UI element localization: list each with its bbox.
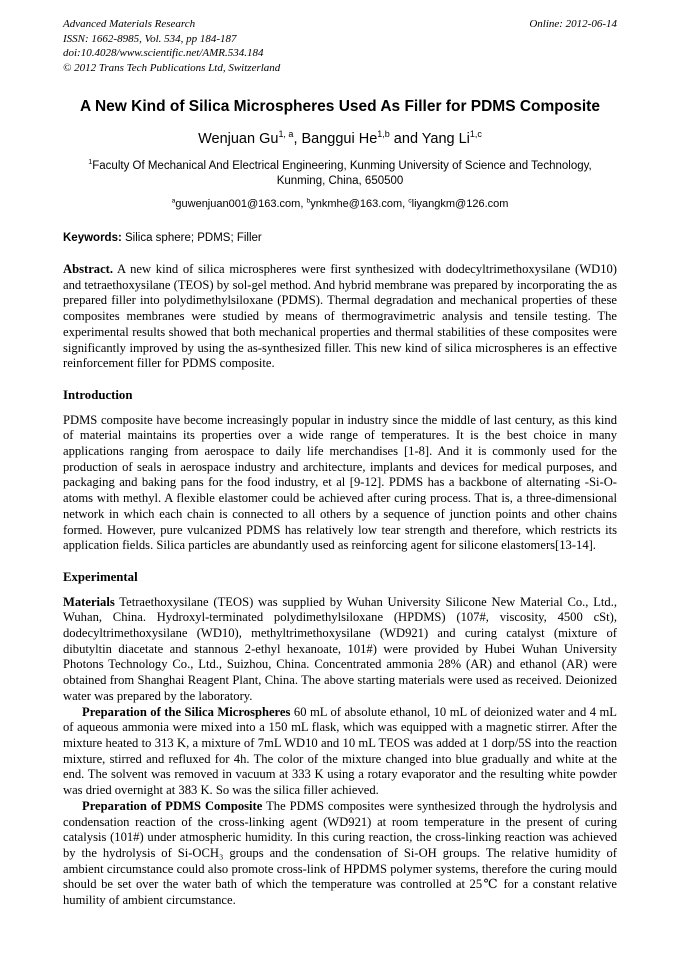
keywords-line: [63, 231, 617, 245]
section-heading-introduction: Introduction: [63, 387, 133, 402]
silica-preparation-label: Preparation of the Silica Microspheres: [82, 704, 291, 719]
pdms-preparation-paragraph: [63, 799, 617, 909]
abstract-text: A new kind of silica microspheres were first synthesized with dodecyltrimethoxysilane (WD10) and tetraethoxysilane (TEOS) by sol-gel method. And hybrid membrane was prepared by incorporating the as prepared filler into polydimethylsiloxane (PDMS). Thermal degradation and mechanical properties of these composites membranes were studied by means of thermogravimetric analysis and tensile testing. The experimental results showed that both mechanical properties and thermal stabilities of these composites were significantly improved by using the as-synthesized filler. This new kind of silica microspheres is an effective reinforcement filler for PDMS composite.: [63, 262, 617, 371]
pdms-preparation-text: The PDMS composites were synthesized through the hydrolysis and condensation reaction of the cross-linking agent (WD921) at room temperature in the present of curing catalysis (101#) under atmospheric humidity. In this curing reaction, the cross-linking reaction was achieved by the hydrolysis of Si-OCH₃ groups and the condensation of Si-OH groups. The relative humidity of ambient circumstance could also promote cross-link of HPDMS polymer systems, therefore the curing mould should be set over the water bath of which the temperature was controlled at 25℃ for a constant relative humility of ambient circumstance.: [63, 798, 617, 908]
emails-line: [63, 197, 617, 211]
materials-text: Tetraethoxysilane (TEOS) was supplied by Wuhan University Silicone New Material Co., Ltd., Wuhan, China. Hydroxyl-terminated polydimethylsiloxane (HPDMS) (107#, viscosity, 4500 cSt), dodecyltrimethoxysilane (WD10), methyltrimethoxysilane (WD921) and curing catalyst (mixture of dibutyltin diacetate and stannous 2-ethyl hexanoate, 101#) were provided by Hubei Wuhan University Photons Technology Co., Ltd., Suizhou, China. Concentrated ammonia 28% (AR) and ethanol (AR) were obtained from Shanghai Reagent Plant, China. The above starting materials were used as received. Deionized water was prepared by the laboratory.: [63, 594, 617, 703]
paper-title: A New Kind of Silica Microspheres Used As Filler for PDMS Composite: [80, 98, 600, 115]
silica-preparation-paragraph: [63, 705, 617, 799]
author-affiliation-marker: 1,c: [469, 129, 482, 140]
materials-label: Materials: [63, 594, 115, 609]
online-date: Online: 2012-06-14: [529, 18, 617, 30]
section-heading-experimental: Experimental: [63, 569, 138, 584]
abstract-paragraph: [63, 262, 617, 372]
author: Yang Li$^{1,c}$: [421, 129, 482, 147]
author: Banggui He$^{1,b}$ and: [301, 129, 422, 147]
doi-line: doi:10.4028/www.scientific.net/AMR.534.184: [63, 47, 264, 59]
authors-line: [63, 130, 617, 148]
author-affiliation-marker: 1, a: [278, 129, 294, 140]
author: Wenjuan Gu$^{1, a}$,: [198, 129, 302, 147]
abstract-label: Abstract.: [63, 262, 114, 276]
email-marker: b: [306, 197, 311, 205]
journal-name: Advanced Materials Research: [63, 18, 196, 30]
copyright-line: © 2012 Trans Tech Publications Ltd, Switzerland: [63, 61, 281, 74]
author-affiliation-marker: 1,b: [377, 129, 390, 140]
affiliation: [63, 159, 617, 188]
introduction-paragraph: PDMS composite have become increasingly popular in industry since the middle of last century, as this kind of material maintains its properties over a wide range of temperatures. It is the best choice in many applications ranging from aerospace to daily life merchandises [1-8]. And it is commonly used for the production of seals in aerospace industry and architecture, implants and devices for medical purposes, and packaging and baking pans for the food industry, et al [9-12]. PDMS has a backbone of alternating -Si-O- atoms with methyl. A flexible elastomer could be achieved after curing process. That is, a three-dimensional network in which each chain is connected to all others by a sequence of junction points and other chains formed. However, pure vulcanized PDMS has relatively low tear strength and therefore, which restricts its application fields. Silica particles are abundantly used as reinforcing agent for silicone elastomers[13-14].: [63, 412, 617, 553]
journal-header-left: [63, 17, 280, 75]
pdms-preparation-label: Preparation of PDMS Composite: [82, 798, 263, 813]
materials-paragraph: [63, 595, 617, 705]
email: $^c$liyangkm@126.com: [408, 197, 509, 210]
journal-header: [63, 17, 617, 75]
affiliation-text: Faculty Of Mechanical And Electrical Engineering, Kunming University of Science and Technology, Kunming, China, 650500: [92, 160, 592, 187]
keywords-label: Keywords:: [63, 232, 122, 244]
email: $^b$ynkmhe@163.com,: [306, 197, 409, 210]
email-marker: c: [408, 197, 412, 205]
affiliation-marker: 1: [88, 158, 93, 167]
email: $^a$guwenjuan001@163.com,: [171, 197, 307, 210]
email-marker: a: [171, 197, 176, 205]
issn-line: ISSN: 1662-8985, Vol. 534, pp 184-187: [63, 32, 237, 45]
keywords-value: Silica sphere; PDMS; Filler: [125, 232, 262, 244]
silica-preparation-text: 60 mL of absolute ethanol, 10 mL of deionized water and 4 mL of aqueous ammonia were mixed into a 150 mL flask, which was equipped with a magnetic stirrer. After the mixture heated to 313 K, a mixture of 7mL WD10 and 10 mL TEOS was added at 1 dorp/5S into the reaction mixture, stirred and refluxed for 4h. The color of the mixture changed into blue gradually and white at the end. The solvent was removed in vacuum at 333 K using a rotary evaporator and the resulting white powder was dried overnight at 383 K. So was the silica filler achieved.: [63, 704, 617, 798]
